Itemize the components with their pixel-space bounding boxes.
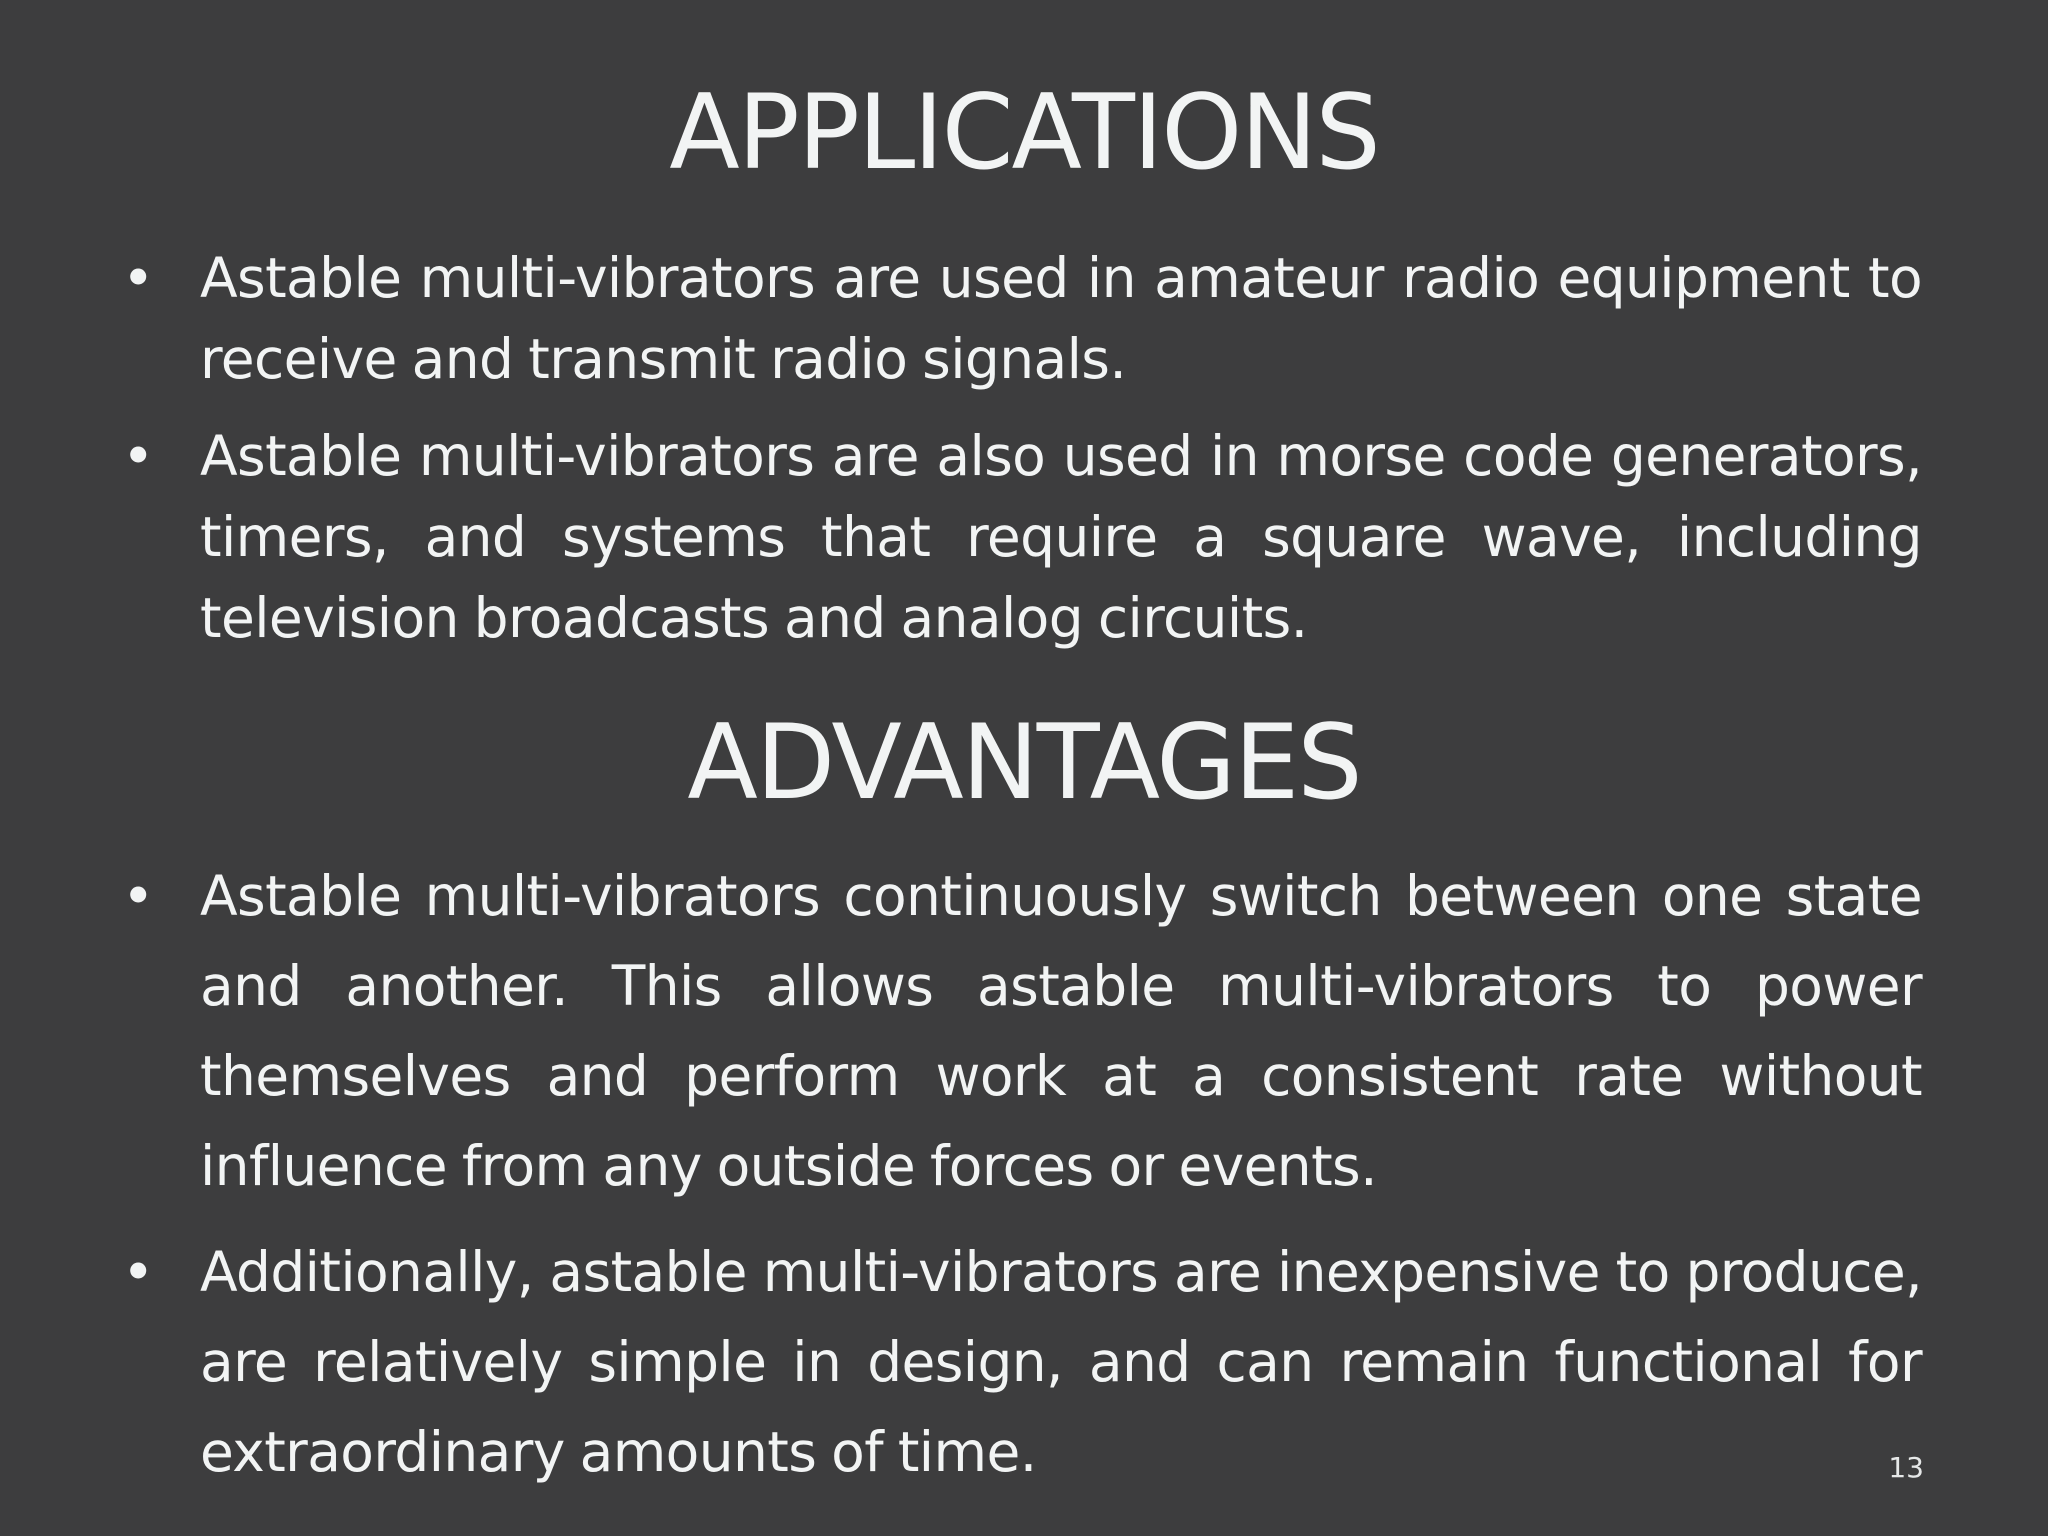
bullet-icon: • <box>122 1240 154 1304</box>
list-item <box>122 238 1922 400</box>
applications-heading: APPLICATIONS <box>669 73 1379 193</box>
list-item <box>122 416 1922 659</box>
advantages-heading: ADVANTAGES <box>687 703 1361 823</box>
list-item <box>122 851 1922 1211</box>
page-number: 13 <box>1888 1451 1924 1484</box>
applications-list <box>122 238 1922 675</box>
list-item-text: Astable multi-vibrators are also used in morse code generators, timers, and systems that require a square wave, including television broadcasts and analog circuits. <box>200 424 1922 650</box>
bullet-icon: • <box>122 424 154 488</box>
list-item-text: Astable multi-vibrators continuously switch between one state and another. This allows astable multi-vibrators to power themselves and perform work at a consistent rate without influence from any outside forces or events. <box>200 864 1922 1198</box>
list-item-text: Additionally, astable multi-vibrators are inexpensive to produce, are relatively simple in design, and can remain functional for extraordinary amounts of time. <box>200 1240 1922 1484</box>
bullet-icon: • <box>122 864 154 928</box>
advantages-list <box>122 851 1922 1513</box>
list-item <box>122 1227 1922 1497</box>
list-item-text: Astable multi-vibrators are used in amateur radio equipment to receive and transmit radio signals. <box>200 246 1922 391</box>
bullet-icon: • <box>122 246 154 310</box>
